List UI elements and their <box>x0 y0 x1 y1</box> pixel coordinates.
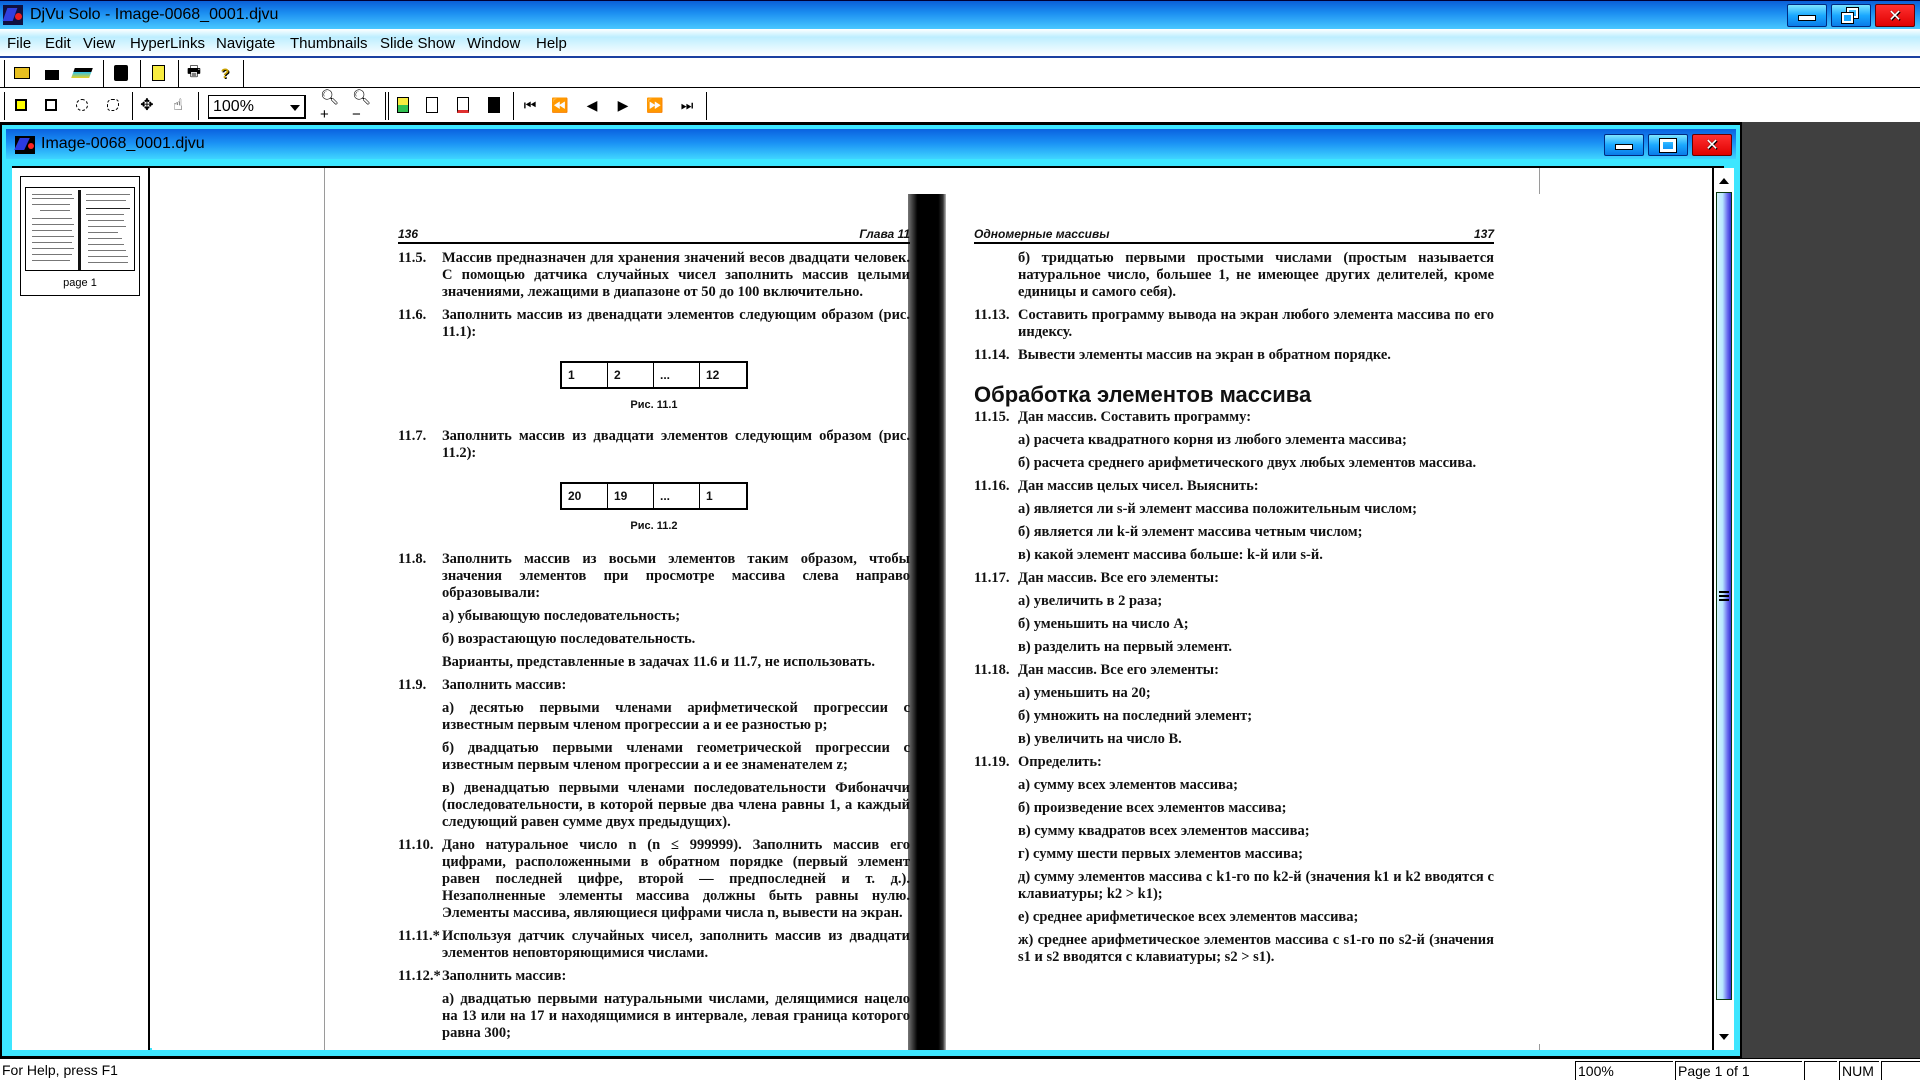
menu-help[interactable]: Help <box>536 35 567 52</box>
thumbnail-label: page 1 <box>63 277 97 289</box>
sub-item: а) двадцатью первыми натуральными числами, делящимися нацело на 13 или на 17 и находящимися в интервале, левая граница которого равна 300; <box>442 991 910 1041</box>
sub-item: в) сумму квадратов всех элементов массива; <box>1018 823 1310 839</box>
figure-caption: Рис. 11.1 <box>630 399 678 411</box>
minimize-button[interactable] <box>1787 4 1827 27</box>
sub-item: а) убывающую последовательность; <box>442 608 681 624</box>
prev-page-icon: ◀ <box>586 96 598 113</box>
task-item: 11.9. Заполнить массив: <box>398 677 567 693</box>
background-mode-button[interactable] <box>482 94 506 116</box>
next-page-button[interactable] <box>611 94 635 116</box>
section-heading: Обработка элементов массива <box>974 382 1312 407</box>
sub-item: ж) среднее арифметическое элементов массива с s1-го по s2-й (значения s1 и s2 вводятся с клавиатуры; s2 > s1). <box>1018 932 1494 965</box>
figure-caption: Рис. 11.2 <box>630 520 678 532</box>
next-5-pages-button[interactable] <box>643 94 667 116</box>
sub-item: в) разделить на первый элемент. <box>1018 639 1232 655</box>
menu-file[interactable]: File <box>7 35 32 52</box>
menu-slide-show[interactable]: Slide Show <box>380 35 456 52</box>
printer-icon: 🖶 <box>186 62 202 80</box>
scanner-icon <box>71 68 93 78</box>
doc-close-button[interactable] <box>1692 134 1732 156</box>
view-toolbar <box>0 90 1920 122</box>
task-item: 11.15. Дан массив. Составить программу: <box>974 409 1252 425</box>
status-page: Page 1 of 1 <box>1675 1061 1802 1080</box>
status-empty-panel <box>1804 1061 1837 1080</box>
select-ellipse-icon <box>76 99 88 111</box>
sub-item: а) увеличить в 2 раза; <box>1018 593 1163 609</box>
select-ellipse-button[interactable] <box>70 94 94 116</box>
left-running-head <box>398 224 910 244</box>
color-mode-button[interactable] <box>391 94 415 116</box>
sub-item: в) какой элемент массива больше: k-й или s-й. <box>1018 547 1323 563</box>
toolbar-divider <box>198 92 199 120</box>
select-rect-icon <box>15 99 27 111</box>
task-item: 11.12.* Заполнить массив: <box>398 968 567 984</box>
menu-edit[interactable]: Edit <box>45 35 71 52</box>
sub-item: б) умножить на последний элемент; <box>1018 708 1253 724</box>
task-item: 11.13. Составить программу вывода на экран любого элемента массива по его индексу. <box>974 307 1494 340</box>
status-num-lock: NUM <box>1839 1061 1879 1080</box>
app-title-bar <box>0 0 1920 29</box>
crop-rect-icon <box>45 99 57 111</box>
array-cell: 19 <box>608 484 654 508</box>
crop-rect-button[interactable] <box>39 94 63 116</box>
help-button[interactable] <box>213 62 237 84</box>
task-item: 11.5. Массив предназначен для хранения значений весов двадцати человек. С помощью датчика случайных чисел заполнить массив целыми значениями, лежащими в диапазоне от 50 до 100 включительно. <box>398 250 910 300</box>
print-button[interactable] <box>182 62 206 84</box>
right-page-number: 137 <box>1473 227 1494 241</box>
toolbar-divider <box>388 92 389 120</box>
sub-item: д) сумму элементов массива с k1-го по k2-й (значения k1 и k2 вводятся с клавиатуры; k2 > k1); <box>1018 869 1494 902</box>
toolbar-divider <box>132 92 133 120</box>
thumbnail-image <box>25 187 135 271</box>
document-window <box>0 122 1742 1058</box>
background-mode-icon <box>488 97 500 113</box>
mdi-background <box>1742 122 1920 1058</box>
select-lasso-icon <box>107 99 119 111</box>
right-running-head <box>974 224 1494 244</box>
page-area-left-edge <box>324 168 325 1050</box>
last-page-button[interactable] <box>675 94 699 116</box>
prev-page-button[interactable] <box>580 94 604 116</box>
sub-item: б) произведение всех элементов массива; <box>1018 800 1287 816</box>
save-icon <box>45 66 59 80</box>
toolbar-divider <box>513 92 514 120</box>
dropdown-arrow-icon[interactable] <box>290 105 300 111</box>
task-item: 11.10. Дано натуральное число n (n ≤ 999999). Заполнить массив его цифрами, расположенными в обратном порядке (первый элемент равен последней цифре, второй — предпоследней и т. д.). Незаполненные элементы массива должны быть равны нулю. Элементы массива, являющиеся цифрами числа n, вывести на экран. <box>398 837 910 921</box>
scroll-up-arrow-icon[interactable] <box>1719 178 1729 184</box>
sub-item: а) десятью первыми членами арифметической прогрессии с известным первым членом прогрессии a и ее разностью p; <box>442 700 910 733</box>
array-cell: 1 <box>706 489 713 503</box>
toolbar-divider <box>103 60 104 88</box>
first-page-button[interactable] <box>518 94 542 116</box>
figure-11-1 <box>398 361 910 389</box>
foreground-mode-icon <box>457 97 469 113</box>
status-empty-panel <box>1881 1061 1920 1080</box>
menu-hyperlinks[interactable]: HyperLinks <box>130 35 206 52</box>
sub-item: в) увеличить на число B. <box>1018 731 1182 747</box>
task-item: 11.14. Вывести элементы массив на экран в обратном порядке. <box>974 347 1391 363</box>
status-bar <box>0 1058 1920 1080</box>
close-icon: ✕ <box>1888 7 1902 25</box>
array-cell: 20 <box>562 484 608 508</box>
pan-button[interactable] <box>135 94 159 116</box>
toolbar-divider <box>4 60 5 88</box>
sub-item: а) расчета квадратного корня из любого элемента массива; <box>1018 432 1407 448</box>
last-page-icon: ⏭ <box>680 96 694 113</box>
vertical-scrollbar[interactable] <box>1712 168 1734 1050</box>
close-button[interactable] <box>1875 4 1915 27</box>
menu-navigate[interactable]: Navigate <box>216 35 276 52</box>
foreground-mode-button[interactable] <box>451 94 475 116</box>
sub-item: г) сумму шести первых элементов массива; <box>1018 846 1303 862</box>
toolbar-divider <box>706 92 707 120</box>
fast-forward-icon: ⏩ <box>646 96 664 113</box>
open-button[interactable] <box>10 62 34 84</box>
array-cell: ... <box>654 484 700 508</box>
menu-thumbnails[interactable]: Thumbnails <box>290 35 368 52</box>
document-title-bar[interactable] <box>6 129 1736 159</box>
color-mode-icon <box>397 97 409 113</box>
encode-document-icon <box>152 65 165 81</box>
task-item: 11.8. Заполнить массив из восьми элементов таким образом, чтобы значения элементов при просмотре массива слева направо образовывали: <box>398 551 910 601</box>
right-page <box>974 224 1494 966</box>
toolbar-divider <box>178 60 179 88</box>
first-page-icon: ⏮ <box>523 96 537 113</box>
array-cell: 2 <box>608 363 654 387</box>
zoom-level-value: 100% <box>213 98 254 115</box>
minimize-icon <box>1798 15 1816 21</box>
task-item: 11.18. Дан массив. Все его элементы: <box>974 662 1219 678</box>
save-button[interactable] <box>40 62 64 84</box>
zoom-in-icon: 🔍︎+ <box>320 88 340 123</box>
doc-minimize-button[interactable] <box>1604 134 1644 156</box>
sub-item: а) уменьшить на 20; <box>1018 685 1151 701</box>
encode-button[interactable] <box>146 62 170 84</box>
sub-item: б) расчета среднего арифметического двух любых элементов массива. <box>1018 455 1477 471</box>
task-item: 11.19. Определить: <box>974 754 1102 770</box>
zoom-level-select[interactable] <box>208 95 306 119</box>
task-item: 11.7. Заполнить массив из двадцати элементов следующим образом (рис. 11.2): <box>398 428 910 461</box>
standard-toolbar <box>0 58 1920 88</box>
minimize-icon <box>1615 144 1633 150</box>
move-arrows-icon: ✥ <box>140 97 154 114</box>
sub-item: б) двадцатью первыми членами геометрической прогрессии с известным первым членом прогрессии a и ее знаменателем z; <box>442 740 910 773</box>
figure-11-2 <box>398 482 910 510</box>
task-item: 11.17. Дан массив. Все его элементы: <box>974 570 1219 586</box>
restore-icon <box>1842 8 1860 24</box>
restore-button[interactable] <box>1831 4 1871 27</box>
maximize-icon <box>1660 139 1676 152</box>
sub-item: б) является ли k-й элемент массива четным числом; <box>1018 524 1363 540</box>
zoom-out-button[interactable] <box>352 88 376 123</box>
hand-tool-button[interactable] <box>166 94 190 116</box>
toolbar-divider <box>385 92 386 120</box>
left-page-number: 136 <box>398 227 419 241</box>
thumbnail-panel <box>12 168 150 1050</box>
sub-item: в) двенадцатью первыми членами последовательности Фибоначчи (последовательности, в которой первые два члена равны 1, а каждый следующий равен сумме двух предыдущих). <box>442 780 910 830</box>
clipboard-icon <box>114 65 128 81</box>
sub-item: б) уменьшить на число A; <box>1018 616 1189 632</box>
task-note: Варианты, представленные в задачах 11.6 и 11.7, не использовать. <box>442 654 875 670</box>
document-icon[interactable] <box>15 136 35 154</box>
scroll-grip-icon <box>1719 591 1729 601</box>
sub-item: а) является ли s-й элемент массива положительным числом; <box>1018 501 1417 517</box>
status-help-text: For Help, press F1 <box>2 1062 118 1078</box>
bw-mode-icon <box>426 97 438 113</box>
toolbar-divider <box>4 92 5 120</box>
zoom-in-button[interactable] <box>320 88 344 123</box>
next-page-icon: ▶ <box>617 96 629 113</box>
sub-item: а) сумму всех элементов массива; <box>1018 777 1238 793</box>
toolbar-divider <box>243 60 244 88</box>
left-page <box>398 224 910 1042</box>
zoom-out-icon: 🔍︎− <box>352 88 372 123</box>
open-folder-icon <box>14 67 30 79</box>
prev-5-pages-button[interactable] <box>548 94 572 116</box>
sub-item: б) возрастающую последовательность. <box>442 631 696 647</box>
djvu-app-icon[interactable] <box>3 5 23 25</box>
paste-button[interactable] <box>109 62 133 84</box>
scrollbar-thumb[interactable] <box>1716 192 1732 1000</box>
sub-item: е) среднее арифметическое всех элементов массива; <box>1018 909 1359 925</box>
task-item: 11.11.* Используя датчик случайных чисел, заполнить массив из двадцати элементов неповторяющимися числами. <box>398 928 910 961</box>
running-head-title: Одномерные массивы <box>974 227 1110 241</box>
close-icon: ✕ <box>1705 137 1719 154</box>
hand-icon: ☝ <box>173 97 183 114</box>
menu-window[interactable]: Window <box>467 35 521 52</box>
task-item: 11.6. Заполнить массив из двенадцати элементов следующим образом (рис. 11.1): <box>398 307 910 340</box>
app-title: DjVu Solo - Image-0068_0001.djvu <box>30 6 279 23</box>
select-rect-button[interactable] <box>9 94 33 116</box>
menu-bar <box>0 29 1920 58</box>
toolbar-divider <box>140 60 141 88</box>
array-cell: ... <box>654 363 700 387</box>
page-view[interactable] <box>152 168 1724 1050</box>
thumbnail-page-1[interactable] <box>20 176 140 296</box>
bw-mode-button[interactable] <box>420 94 444 116</box>
scan-button[interactable] <box>70 62 94 84</box>
sub-item: б) тридцатью первыми простыми числами (простым называется натуральное число, большее 1, не имеющее других делителей, кроме единицы и самого себя). <box>1018 250 1494 300</box>
scanned-page-spread <box>358 194 1566 1044</box>
array-cell: 1 <box>562 363 608 387</box>
select-lasso-button[interactable] <box>101 94 125 116</box>
chapter-label: Глава 11 <box>859 227 910 241</box>
document-title: Image-0068_0001.djvu <box>41 135 205 152</box>
array-cell: 12 <box>706 368 720 382</box>
task-item: 11.16. Дан массив целых чисел. Выяснить: <box>974 478 1259 494</box>
document-client-area <box>12 166 1724 1048</box>
menu-view[interactable]: View <box>83 35 116 52</box>
help-question-icon: ? <box>220 65 230 81</box>
status-zoom: 100% <box>1575 1061 1673 1080</box>
doc-maximize-button[interactable] <box>1648 134 1688 156</box>
fast-back-icon: ⏪ <box>551 96 569 113</box>
scroll-down-arrow-icon[interactable] <box>1719 1034 1729 1040</box>
book-spine-shadow <box>908 194 946 1050</box>
